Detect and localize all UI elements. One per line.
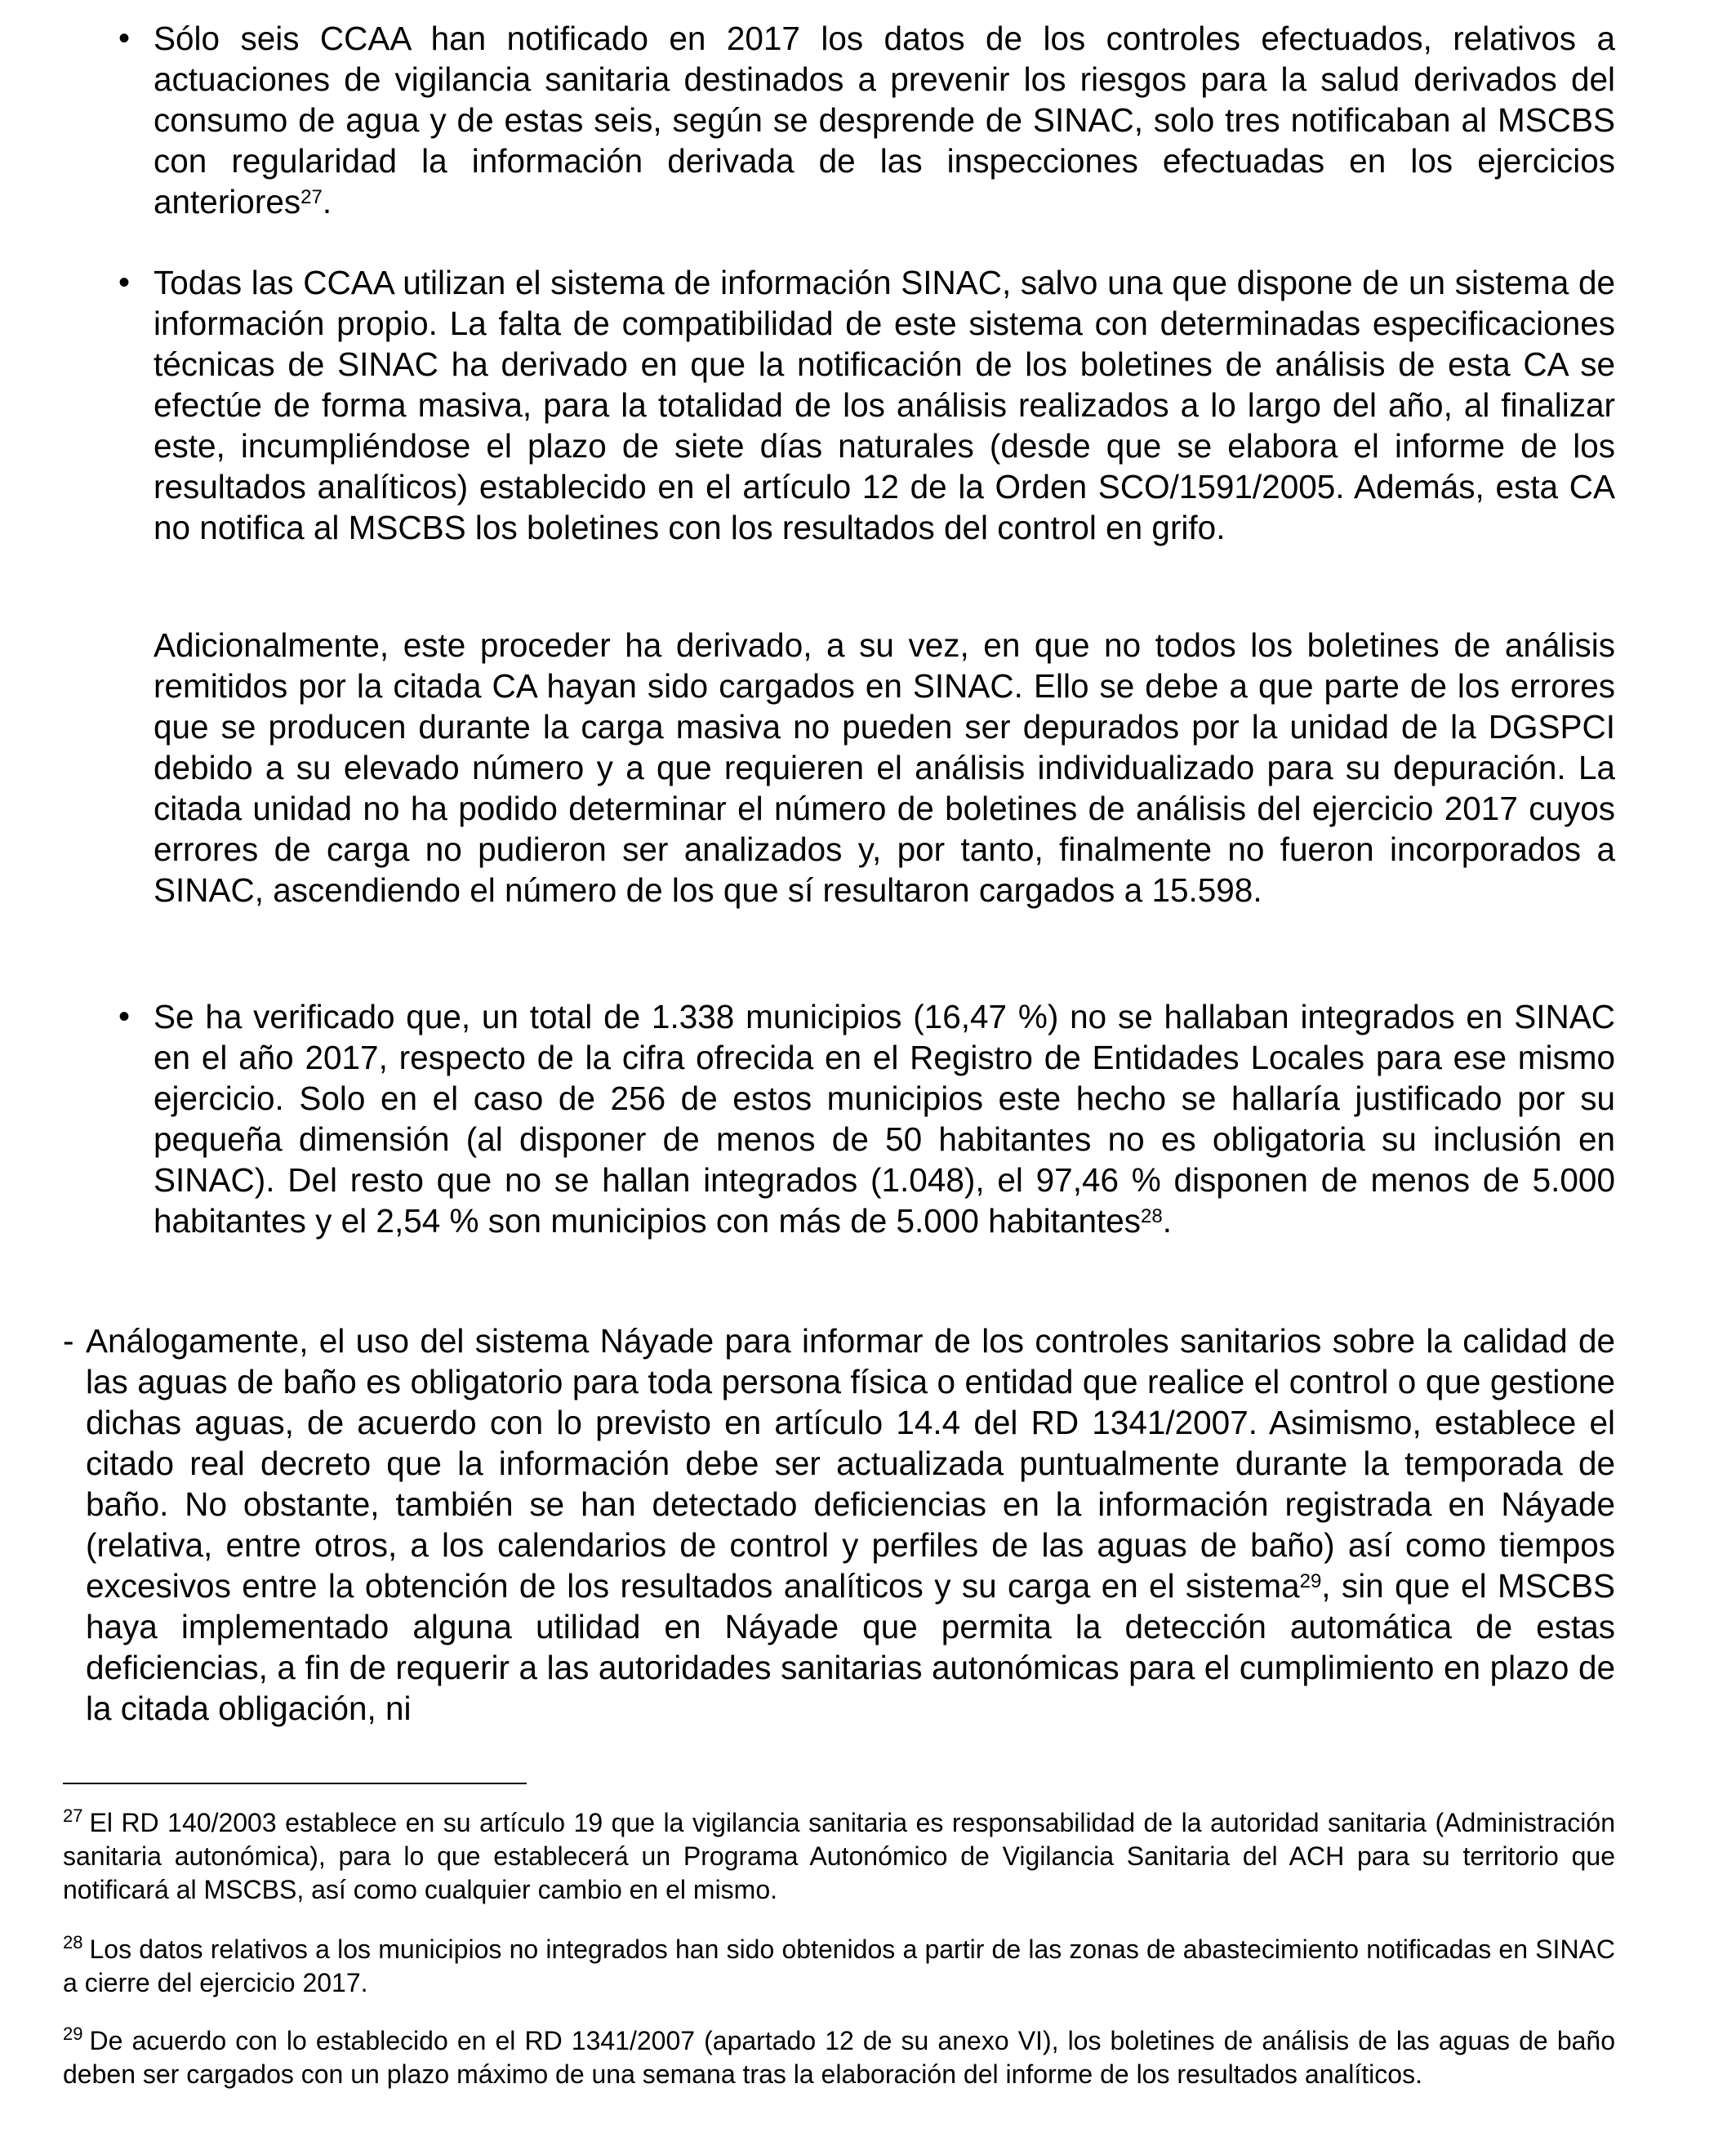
footnote-separator [63,1783,527,1784]
footnote-ref-28[interactable]: 28 [1141,1204,1163,1227]
dash-marker: - [63,1322,74,1360]
paragraph-text: Adicionalmente, este proceder ha derivado, a su vez, en que no todos los boletines de análisis remitidos por la citada CA hayan sido cargados en SINAC. Ello se debe a que parte de los errores que se producen durante la carga masiva no pueden ser depurados por la unidad de la DGSPCI debido a su elevado número y a que requieren el análisis individualizado para su depuración. La citada unidad no ha podido determinar el número de boletines de análisis del ejercicio 2017 cuyos errores de carga no pudieron ser analizados y, por tanto, finalmente no fueron incorporados a SINAC, ascendiendo el número de los que sí resultaron cargados a 15.598. [154,626,1615,909]
paragraph [154,262,1615,548]
footnote-28 [63,1933,1615,2000]
footnote-number: 27 [63,1805,83,1827]
footnote-number: 28 [63,1932,83,1953]
footnote-ref-27[interactable]: 27 [300,185,323,208]
bullet-item-continuation [154,625,1615,911]
footnote-ref-29[interactable]: 29 [1299,1569,1322,1592]
paragraph [154,996,1615,1241]
bullet-item-sistema-sinac [118,262,1615,548]
bullet-icon: • [118,999,130,1035]
bullet-icon: • [118,265,130,301]
footnote-text: De acuerdo con lo establecido en el RD 1341/2007 (apartado 12 de su anexo VI), los boletines de análisis de las aguas de baño deben ser cargados con un plazo máximo de una semana tras la elaboración del informe de los resultados analíticos. [63,2026,1615,2089]
bullet-item-municipios [118,996,1615,1241]
paragraph-text: Análogamente, el uso del sistema Náyade para informar de los controles sanitarios sobre la calidad de las aguas de baño es obligatorio para toda persona física o entidad que realice el control o que gestione dichas aguas, de acuerdo con lo previsto en artículo 14.4 del RD 1341/2007. Asimismo, establece el citado real decreto que la información debe ser actualizada puntualmente durante la temporada de baño. No obstante, también se han detectado deficiencias en la información registrada en Náyade (relativa, entre otros, a los calendarios de control y perfiles de las aguas de baño) así como tiempos excesivos entre la obtención de los resultados analíticos y su carga en el sistema [86,1322,1615,1605]
bullet-icon: • [118,20,130,56]
footnote-text: El RD 140/2003 establece en su artículo 19 que la vigilancia sanitaria es responsabilidad de la autoridad sanitaria (Administración sanitaria autonómica), para lo que establecerá un Programa Autonómico de Vigilancia Sanitaria del ACH para su territorio que notificará al MSCBS, así como cualquier cambio en el mismo. [63,1808,1615,1904]
paragraph [154,18,1615,222]
paragraph [154,625,1615,911]
dash-item-nayade [63,1320,1615,1729]
footnote-29 [63,2024,1615,2091]
paragraph-text: Se ha verificado que, un total de 1.338 municipios (16,47 %) no se hallaban integrados en SINAC en el año 2017, respecto de la cifra ofrecida en el Registro de Entidades Locales para ese mismo ejercicio. Solo en el caso de 256 de estos municipios este hecho se hallaría justificado por su pequeña dimensión (al disponer de menos de 50 habitantes no es obligatoria su inclusión en SINAC). Del resto que no se hallan integrados (1.048), el 97,46 % disponen de menos de 5.000 habitantes y el 2,54 % son municipios con más de 5.000 habitantes [154,998,1615,1240]
paragraph-tail: . [322,183,332,220]
paragraph-tail: . [1162,1202,1172,1240]
paragraph-text-after: , sin que el MSCBS haya implementado alguna utilidad en Náyade que permita la detección automática de estas deficiencias, a fin de requerir a las autoridades sanitarias autonómicas para el cumplimiento en plazo de la citada obligación, ni [86,1567,1615,1727]
footnote-27 [63,1806,1615,1907]
footnote-text: Los datos relativos a los municipios no integrados han sido obtenidos a partir de las zonas de abastecimiento notificadas en SINAC a cierre del ejercicio 2017. [63,1935,1615,1997]
bullet-item-controles-vigilancia [118,18,1615,222]
paragraph [86,1320,1615,1729]
paragraph-text: Todas las CCAA utilizan el sistema de información SINAC, salvo una que dispone de un sistema de información propio. La falta de compatibilidad de este sistema con determinadas especificaciones técnicas de SINAC ha derivado en que la notificación de los boletines de análisis de esta CA se efectúe de forma masiva, para la totalidad de los análisis realizados a lo largo del año, al finalizar este, incumpliéndose el plazo de siete días naturales (desde que se elabora el informe de los resultados analíticos) establecido en el artículo 12 de la Orden SCO/1591/2005. Además, esta CA no notifica al MSCBS los boletines con los resultados del control en grifo. [154,264,1615,546]
footnote-number: 29 [63,2024,83,2045]
paragraph-text: Sólo seis CCAA han notificado en 2017 los datos de los controles efectuados, relativos a actuaciones de vigilancia sanitaria destinados a prevenir los riesgos para la salud derivados del consumo de agua y de estas seis, según se desprende de SINAC, solo tres notificaban al MSCBS con regularidad la información derivada de las inspecciones efectuadas en los ejercicios anteriores [154,20,1615,220]
